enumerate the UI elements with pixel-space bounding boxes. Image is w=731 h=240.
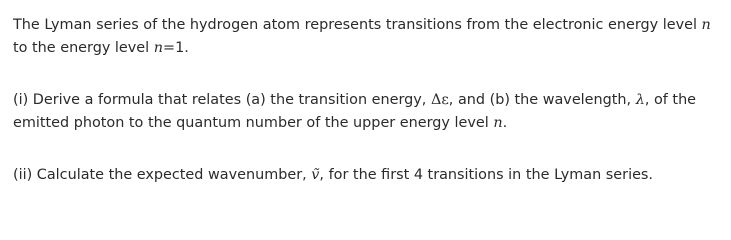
- part-ii-text-1: (ii) Calculate the expected wavenumber,: [13, 167, 312, 183]
- lambda-symbol: λ: [635, 92, 645, 108]
- part-i-text-4: .: [502, 115, 508, 131]
- question-document: [13, 14, 718, 187]
- part-ii-text-2: , for the first 4 transitions in the Lyman series.: [319, 167, 653, 183]
- intro-text-3: =1.: [163, 40, 189, 56]
- part-i-text-3: , of the emitted photon to the quantum number of the upper energy level: [13, 92, 697, 131]
- paragraph-intro: [13, 14, 718, 60]
- wavenumber-symbol: ṽ: [311, 167, 320, 183]
- variable-n: n: [493, 115, 503, 131]
- variable-n: n: [701, 17, 711, 33]
- delta-epsilon-symbol: Δε: [430, 92, 449, 108]
- part-i-text-2: , and (b) the wavelength,: [448, 92, 636, 108]
- paragraph-part-i: [13, 89, 718, 135]
- part-i-text-1: (i) Derive a formula that relates (a) the transition energy,: [13, 92, 431, 108]
- variable-n: n: [153, 40, 164, 56]
- intro-text-1: The Lyman series of the hydrogen atom represents transitions from the electronic energy level: [13, 17, 702, 33]
- intro-text-2: to the energy level: [13, 40, 154, 56]
- paragraph-part-ii: [13, 164, 718, 187]
